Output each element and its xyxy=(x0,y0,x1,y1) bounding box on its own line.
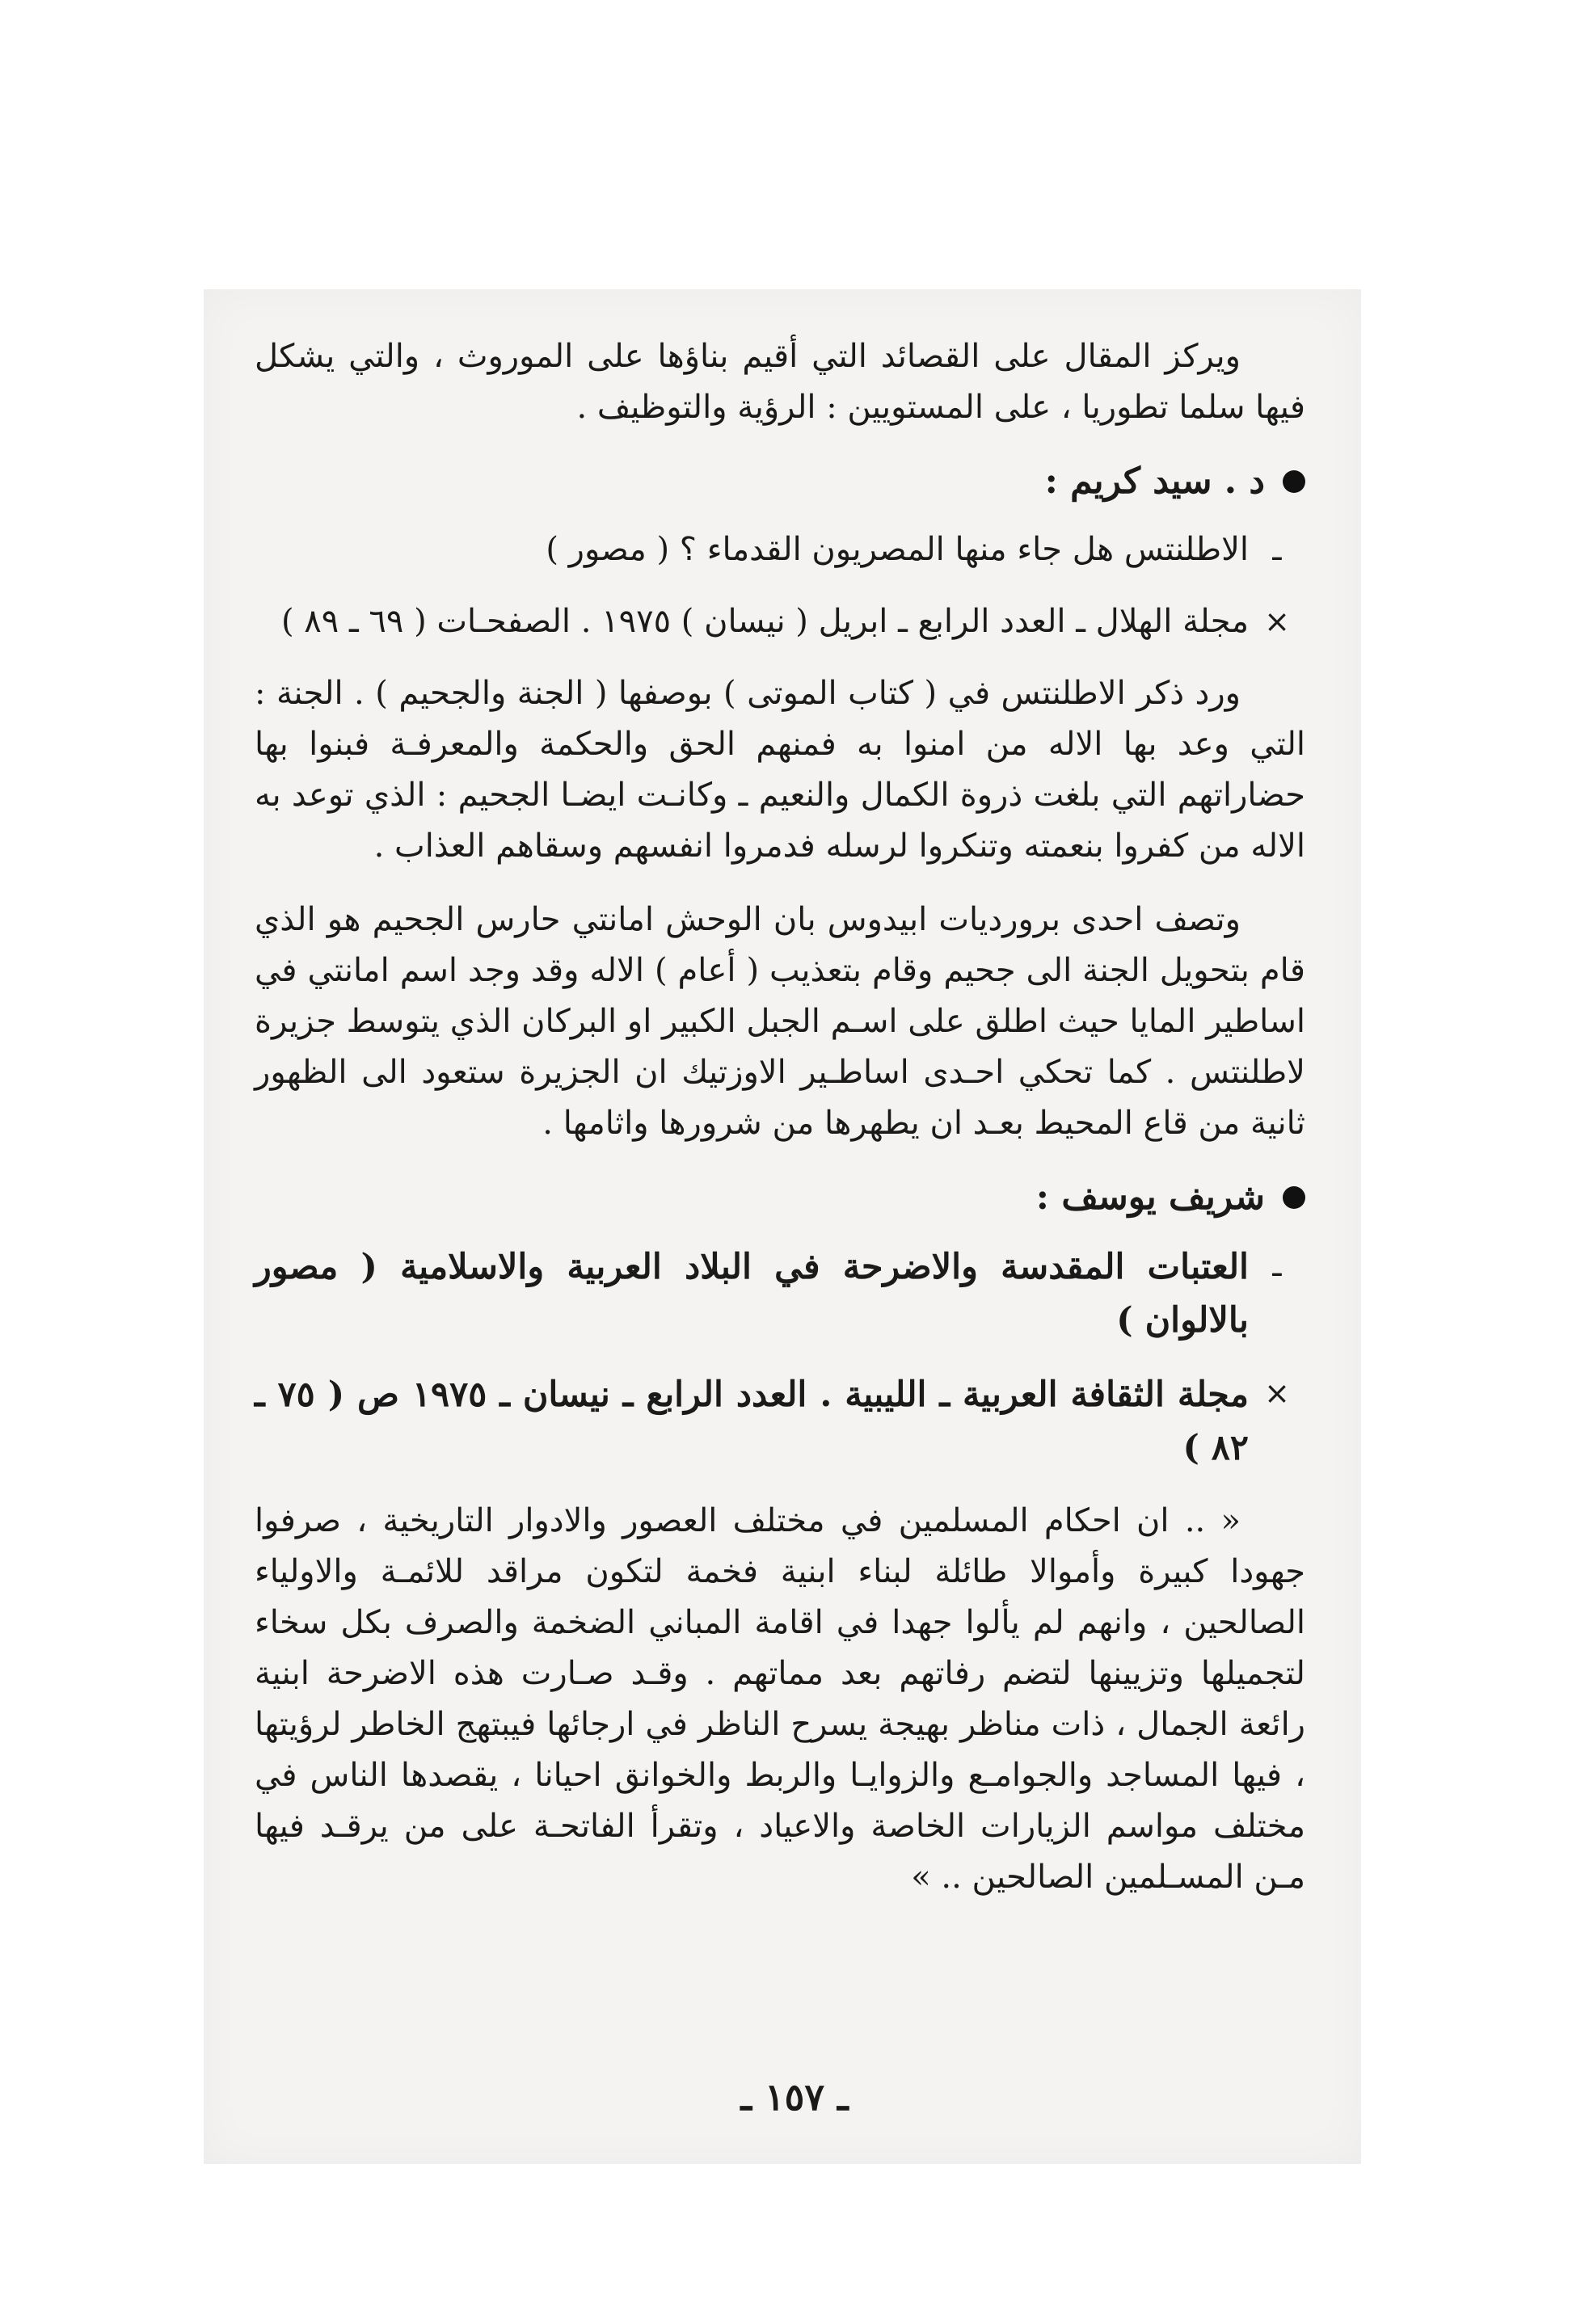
section-header-sayed-karim xyxy=(255,456,1305,507)
article-source: مجلة الثقافة العربية ـ الليبية . العدد الرابع ـ نيسان ـ ١٩٧٥ ص ( ٧٥ ـ ٨٢ ) xyxy=(255,1375,1249,1468)
cross-marker: × xyxy=(1264,604,1290,639)
page-content xyxy=(255,331,1305,1926)
article-title-entry xyxy=(255,524,1305,575)
article-source-entry xyxy=(255,1368,1305,1475)
bullet-icon xyxy=(1283,470,1305,493)
author-name: شريف يوسف : xyxy=(1035,1177,1265,1218)
article-source-entry xyxy=(255,596,1305,647)
bullet-icon xyxy=(1283,1186,1305,1209)
dash-marker: ـ xyxy=(1272,532,1282,567)
body-paragraph: وتصف احدى برورديات ابيدوس بان الوحش امانتي حارس الجحيم هو الذي قام بتحويل الجنة الى جحيم وقام بتعذيب ( أعام ) الاله وقد وجد اسم امانتي في اساطير المايا حيث اطلق على اسـم الجبل الكبير او البركان الذي يتوسط جزيرة لاطلنتس . كما تحكي احـدى اساطـير الاوزتيك ان الجزيرة ستعود الى الظهور ثانية من قاع المحيط بعـد ان يطهرها من شرورها واثامها . xyxy=(255,901,1305,1142)
dash-marker: ـ xyxy=(1272,1248,1282,1283)
quote-paragraph: « .. ان احكام المسلمين في مختلف العصور والادوار التاريخية ، صرفوا جهودا كبيرة وأموالا طائلة لبناء ابنية فخمة لتكون مراقد للائمـة والاولياء الصالحين ، وانهم لم يألوا جهدا في اقامة المباني الضخمة والصرف بكل سخاء لتجميلها وتزيينها لتضم رفاتهم بعد مماتهم . وقـد صـارت هذه الاضرحة ابنية رائعة الجمال ، ذات مناظر بهيجة يسرح الناظر في ارجائها فيبتهج الخاطر لرؤيتها ، فيها المساجد والجوامـع والزوايـا والربط والخوانق احيانا ، يقصدها الناس في مختلف مواسم الزيارات الخاصة والاعياد ، وتقرأ الفاتحـة على من يرقـد فيها مـن المسـلمين الصالحين .. » xyxy=(255,1502,1305,1896)
article-title: الاطلنتس هل جاء منها المصريون القدماء ؟ ( مصور ) xyxy=(546,531,1249,568)
body-paragraph: ورد ذكر الاطلنتس في ( كتاب الموتى ) بوصفها ( الجنة والجحيم ) . الجنة : التي وعد بها الاله من امنوا به فمنهم الحق والحكمة والمعرفـة فبنوا بها حضاراتهم التي بلغت ذروة الكمال والنعيم ـ وكانـت ايضـا الجحيم : الذي توعد به الاله من كفروا بنعمته وتنكروا لرسله فدمروا انفسهم وسقاهم العذاب . xyxy=(255,675,1305,865)
author-name: د . سيد كريم : xyxy=(1044,461,1265,502)
article-source: مجلة الهلال ـ العدد الرابع ـ ابريل ( نيسان ) ١٩٧٥ . الصفحـات ( ٦٩ ـ ٨٩ ) xyxy=(280,603,1249,640)
page-number: ـ ١٥٧ ـ xyxy=(740,2075,849,2119)
intro-paragraph: ويركز المقال على القصائد التي أقيم بناؤها على الموروث ، والتي يشكل فيها سلما تطوريا ، على المستويين : الرؤية والتوظيف . xyxy=(255,338,1305,426)
cross-marker: × xyxy=(1264,1375,1290,1411)
article-title-entry xyxy=(255,1240,1305,1347)
section-header-sharif-yousef xyxy=(255,1172,1305,1223)
article-title: العتبات المقدسة والاضرحة في البلاد العربية والاسلامية ( مصور بالالوان ) xyxy=(255,1247,1249,1341)
